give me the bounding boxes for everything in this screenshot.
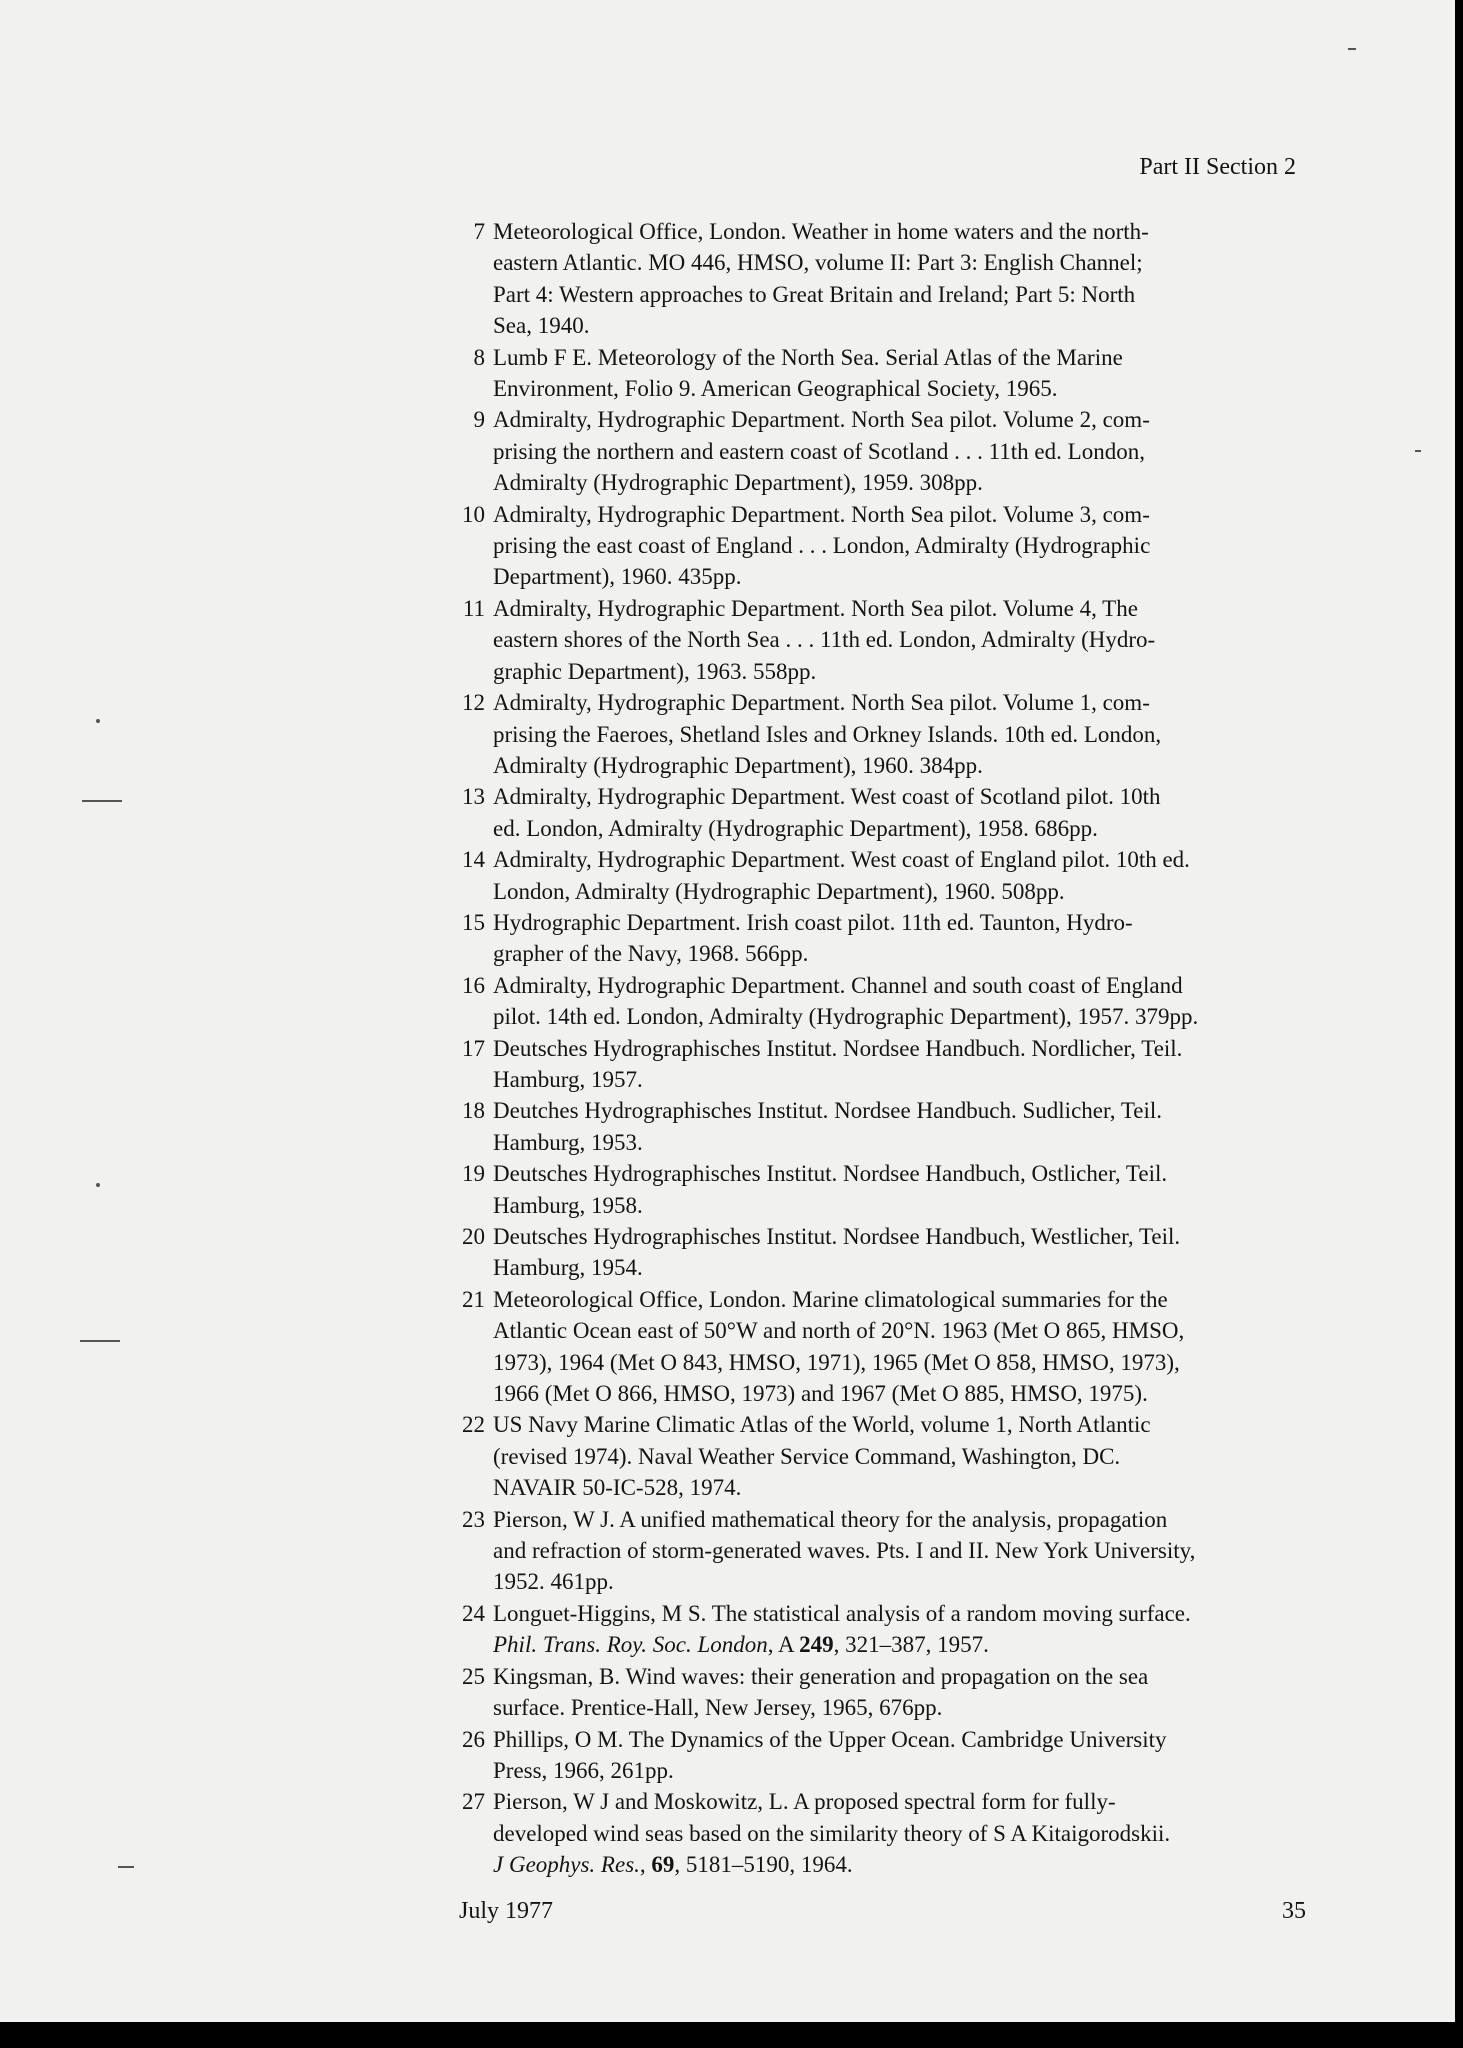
reference-item	[455, 687, 1310, 781]
reference-number: 7	[473, 219, 485, 244]
reference-item	[455, 216, 1310, 342]
reference-item	[455, 844, 1310, 907]
reference-number: 24	[462, 1600, 485, 1626]
reference-item	[455, 404, 1310, 498]
page-number: 35	[1282, 1898, 1306, 1924]
scan-mark	[82, 800, 122, 802]
reference-item	[455, 342, 1310, 405]
reference-text: Meteorological Office, London. Marine climatological summaries for the Atlantic Ocean east of 50°W and north of 20°N. 1963 (Met O 865, HMSO, 1973), 1964 (Met O 843, HMSO, 1971), 1965 (Met O 858, HMSO, 1973), 1966 (Met O 866, HMSO, 1973) and 1967 (Met O 885, HMSO, 1975).	[493, 1286, 1185, 1407]
reference-number: 11	[462, 595, 485, 621]
reference-item	[455, 1661, 1310, 1724]
reference-item	[455, 593, 1310, 687]
reference-number: 26	[462, 1726, 485, 1752]
reference-number: 23	[462, 1506, 485, 1532]
reference-text: Admiralty, Hydrographic Department. West coast of Scotland pilot. 10th ed. London, Admiralty (Hydrographic Department), 1958. 686pp.	[493, 784, 1161, 841]
reference-item	[455, 1158, 1310, 1221]
reference-text: Admiralty, Hydrographic Department. North Sea pilot. Volume 2, com- prising the northern and eastern coast of Scotland . . . 11th ed. London, Admiralty (Hydrographic Department), 1959. 308pp.	[493, 407, 1150, 496]
citation-pages: , 5181–5190, 1964.	[674, 1852, 853, 1878]
reference-text: Deutsches Hydrographisches Institut. Nordsee Handbuch, Ostlicher, Teil. Hamburg, 1958.	[493, 1161, 1168, 1218]
reference-item	[455, 1221, 1310, 1284]
reference-item	[455, 1284, 1310, 1410]
reference-citation: J Geophys. Res., 69, 5181–5190, 1964.	[493, 1852, 853, 1878]
reference-number: 16	[462, 972, 485, 998]
reference-number: 18	[462, 1098, 485, 1124]
reference-text: Kingsman, B. Wind waves: their generation and propagation on the sea surface. Prentice-Hall, New Jersey, 1965, 676pp.	[493, 1663, 1149, 1721]
reference-text: US Navy Marine Climatic Atlas of the World, volume 1, North Atlantic (revised 1974). Naval Weather Service Command, Washington, DC. NAVAIR 50-IC-528, 1974.	[493, 1412, 1151, 1501]
scan-mark	[96, 1183, 100, 1187]
reference-item	[455, 499, 1310, 593]
reference-number: 10	[462, 501, 485, 527]
reference-number: 19	[462, 1161, 485, 1187]
reference-text: Deutsches Hydrographisches Institut. Nordsee Handbuch. Nordlicher, Teil. Hamburg, 1957.	[493, 1035, 1183, 1092]
reference-text: Deutsches Hydrographisches Institut. Nordsee Handbuch, Westlicher, Teil. Hamburg, 1954.	[493, 1224, 1181, 1281]
journal-name: Phil. Trans. Roy. Soc. London	[493, 1632, 768, 1658]
reference-item	[455, 1724, 1310, 1787]
scan-mark	[1415, 450, 1421, 452]
reference-number: 22	[462, 1412, 485, 1438]
citation-pages: , 321–387, 1957.	[833, 1632, 989, 1658]
reference-text: Lumb F E. Meteorology of the North Sea. Serial Atlas of the Marine Environment, Folio 9. American Geographical Society, 1965.	[493, 344, 1123, 402]
reference-text: Phillips, O M. The Dynamics of the Upper Ocean. Cambridge University Press, 1966, 261pp.	[493, 1726, 1167, 1783]
reference-number: 25	[462, 1663, 485, 1689]
reference-number: 15	[462, 909, 485, 935]
reference-text: Meteorological Office, London. Weather in home waters and the north- eastern Atlantic. MO 446, HMSO, volume II: Part 3: English Channel; Part 4: Western approaches to Great Britain and Ireland; Part 5: North Sea, 1940.	[493, 219, 1149, 339]
reference-number: 14	[462, 847, 485, 873]
reference-number: 21	[462, 1286, 485, 1312]
reference-text: Deutches Hydrographisches Institut. Nordsee Handbuch. Sudlicher, Teil. Hamburg, 1953.	[493, 1098, 1162, 1155]
reference-number: 17	[462, 1035, 485, 1061]
reference-text: Admiralty, Hydrographic Department. North Sea pilot. Volume 3, com- prising the east coast of England . . . London, Admiralty (Hydrographic Department), 1960. 435pp.	[493, 501, 1151, 590]
reference-text: Pierson, W J and Moskowitz, L. A proposed spectral form for fully- developed wind seas based on the similarity theory of S A Kitaigorodskii.	[493, 1789, 1171, 1846]
reference-text: Longuet-Higgins, M S. The statistical analysis of a random moving surface.	[493, 1600, 1191, 1626]
scan-mark	[118, 1866, 134, 1868]
reference-text: Admiralty, Hydrographic Department. Channel and south coast of England pilot. 14th ed. London, Admiralty (Hydrographic Department), 1957. 379pp.	[493, 972, 1199, 1030]
reference-number: 27	[462, 1789, 485, 1815]
footer-date: July 1977	[459, 1898, 554, 1924]
reference-citation: Phil. Trans. Roy. Soc. London, A 249, 321–387, 1957.	[493, 1632, 989, 1658]
reference-number: 12	[462, 690, 485, 716]
reference-item	[455, 1786, 1310, 1880]
reference-text: Admiralty, Hydrographic Department. North Sea pilot. Volume 1, com- prising the Faeroes, Shetland Isles and Orkney Islands. 10th ed. London, Admiralty (Hydrographic Department), 1960. 384pp.	[493, 690, 1162, 778]
reference-item	[455, 1409, 1310, 1503]
reference-number: 8	[473, 344, 485, 370]
scan-mark	[96, 719, 100, 723]
reference-item	[455, 970, 1310, 1033]
journal-volume: A 249	[777, 1632, 834, 1658]
reference-item	[455, 1095, 1310, 1158]
journal-name: J Geophys. Res.	[493, 1852, 640, 1878]
reference-item	[455, 1598, 1310, 1661]
reference-text: Hydrographic Department. Irish coast pilot. 11th ed. Taunton, Hydro- grapher of the Navy, 1968. 566pp.	[493, 909, 1133, 967]
scan-mark	[1348, 48, 1356, 50]
reference-item	[455, 781, 1310, 844]
reference-text: Admiralty, Hydrographic Department. West coast of England pilot. 10th ed. London, Admiralty (Hydrographic Department), 1960. 508pp.	[493, 847, 1190, 904]
reference-number: 13	[462, 784, 485, 810]
reference-list	[455, 216, 1310, 1881]
section-header: Part II Section 2	[1139, 154, 1296, 180]
reference-item	[455, 1033, 1310, 1096]
reference-item	[455, 1504, 1310, 1598]
reference-text: Admiralty, Hydrographic Department. North Sea pilot. Volume 4, The eastern shores of the North Sea . . . 11th ed. London, Admiralty (Hydro- graphic Department), 1963. 558pp.	[493, 595, 1156, 684]
scan-mark	[80, 1340, 120, 1342]
reference-number: 20	[462, 1224, 485, 1249]
reference-number: 9	[473, 407, 485, 433]
reference-text: Pierson, W J. A unified mathematical theory for the analysis, propagation and refraction of storm-generated waves. Pts. I and II. New York University, 1952. 461pp.	[493, 1506, 1196, 1595]
reference-item	[455, 907, 1310, 970]
journal-volume: 69	[651, 1852, 675, 1878]
